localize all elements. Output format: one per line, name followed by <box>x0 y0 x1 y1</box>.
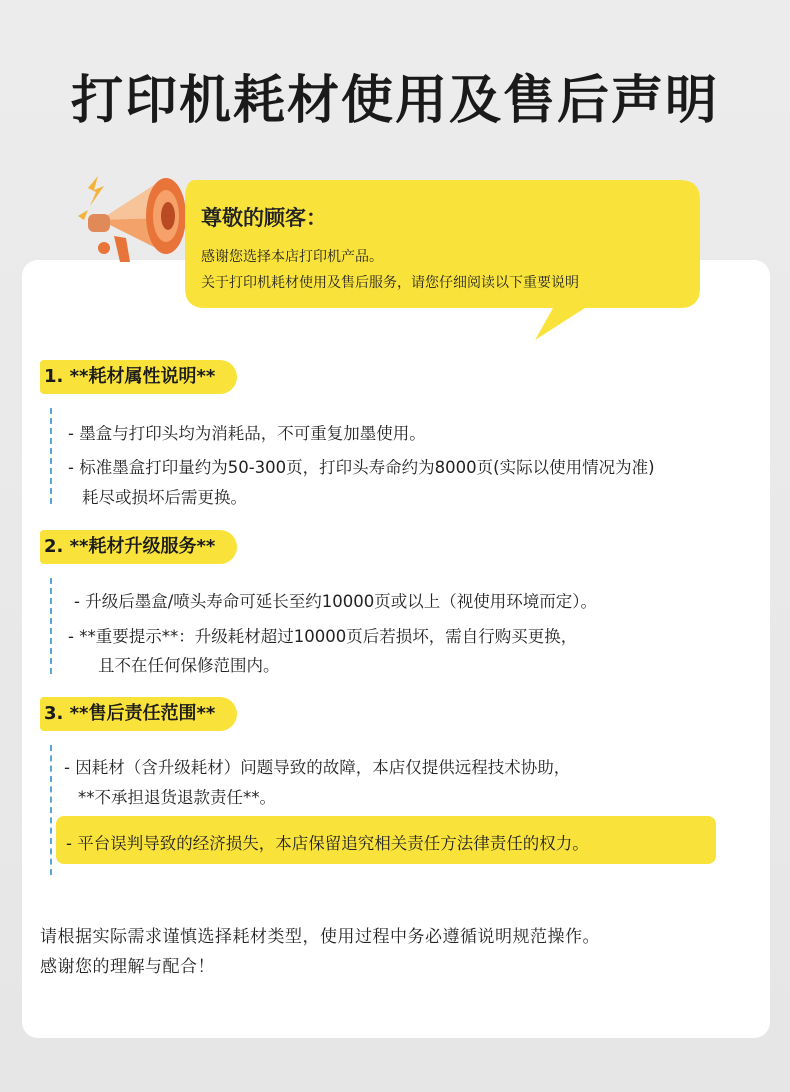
lightning-icon <box>88 176 104 206</box>
section-2-divider <box>50 578 52 674</box>
section-2-heading: 2. **耗材升级服务** <box>40 530 237 564</box>
section-3-heading: 3. **售后责任范围** <box>40 697 237 731</box>
greeting: 尊敬的顾客： <box>201 206 327 230</box>
section-3-item-1-cont: **不承担退货退款责任**。 <box>78 788 276 807</box>
footer-line-2: 感谢您的理解与配合！ <box>40 957 215 977</box>
section-1-item-2: - 标准墨盒打印量约为50-300页，打印头寿命约为8000页(实际以使用情况为准) <box>68 458 655 477</box>
section-2-item-2: - **重要提示**：升级耗材超过10000页后若损坏，需自行购买更换， <box>68 627 578 646</box>
footer-line-1: 请根据实际需求谨慎选择耗材类型，使用过程中务必遵循说明规范操作。 <box>40 927 600 947</box>
section-1-heading: 1. **耗材属性说明** <box>40 360 237 394</box>
section-3-item-1: - 因耗材（含升级耗材）问题导致的故障，本店仅提供远程技术协助， <box>64 758 571 777</box>
section-1-item-2-cont: 耗尽或损坏后需更换。 <box>82 488 247 507</box>
notice-bubble <box>185 180 700 340</box>
page-title: 打印机耗材使用及售后声明 <box>70 71 719 131</box>
notice-line-2: 关于打印机耗材使用及售后服务，请您仔细阅读以下重要说明 <box>201 275 579 291</box>
section-2-item-1: - 升级后墨盒/喷头寿命可延长至约10000页或以上（视使用环境而定）。 <box>74 592 597 611</box>
notice-line-1: 感谢您选择本店打印机产品。 <box>201 249 383 265</box>
section-3-divider <box>50 745 52 875</box>
section-1-divider <box>50 408 52 504</box>
section-2-item-2-cont: 且不在任何保修范围内。 <box>98 656 280 675</box>
section-3-item-2: - 平台误判导致的经济损失，本店保留追究相关责任方法律责任的权力。 <box>66 834 589 853</box>
section-1-item-1: - 墨盒与打印头均为消耗品，不可重复加墨使用。 <box>68 424 426 443</box>
